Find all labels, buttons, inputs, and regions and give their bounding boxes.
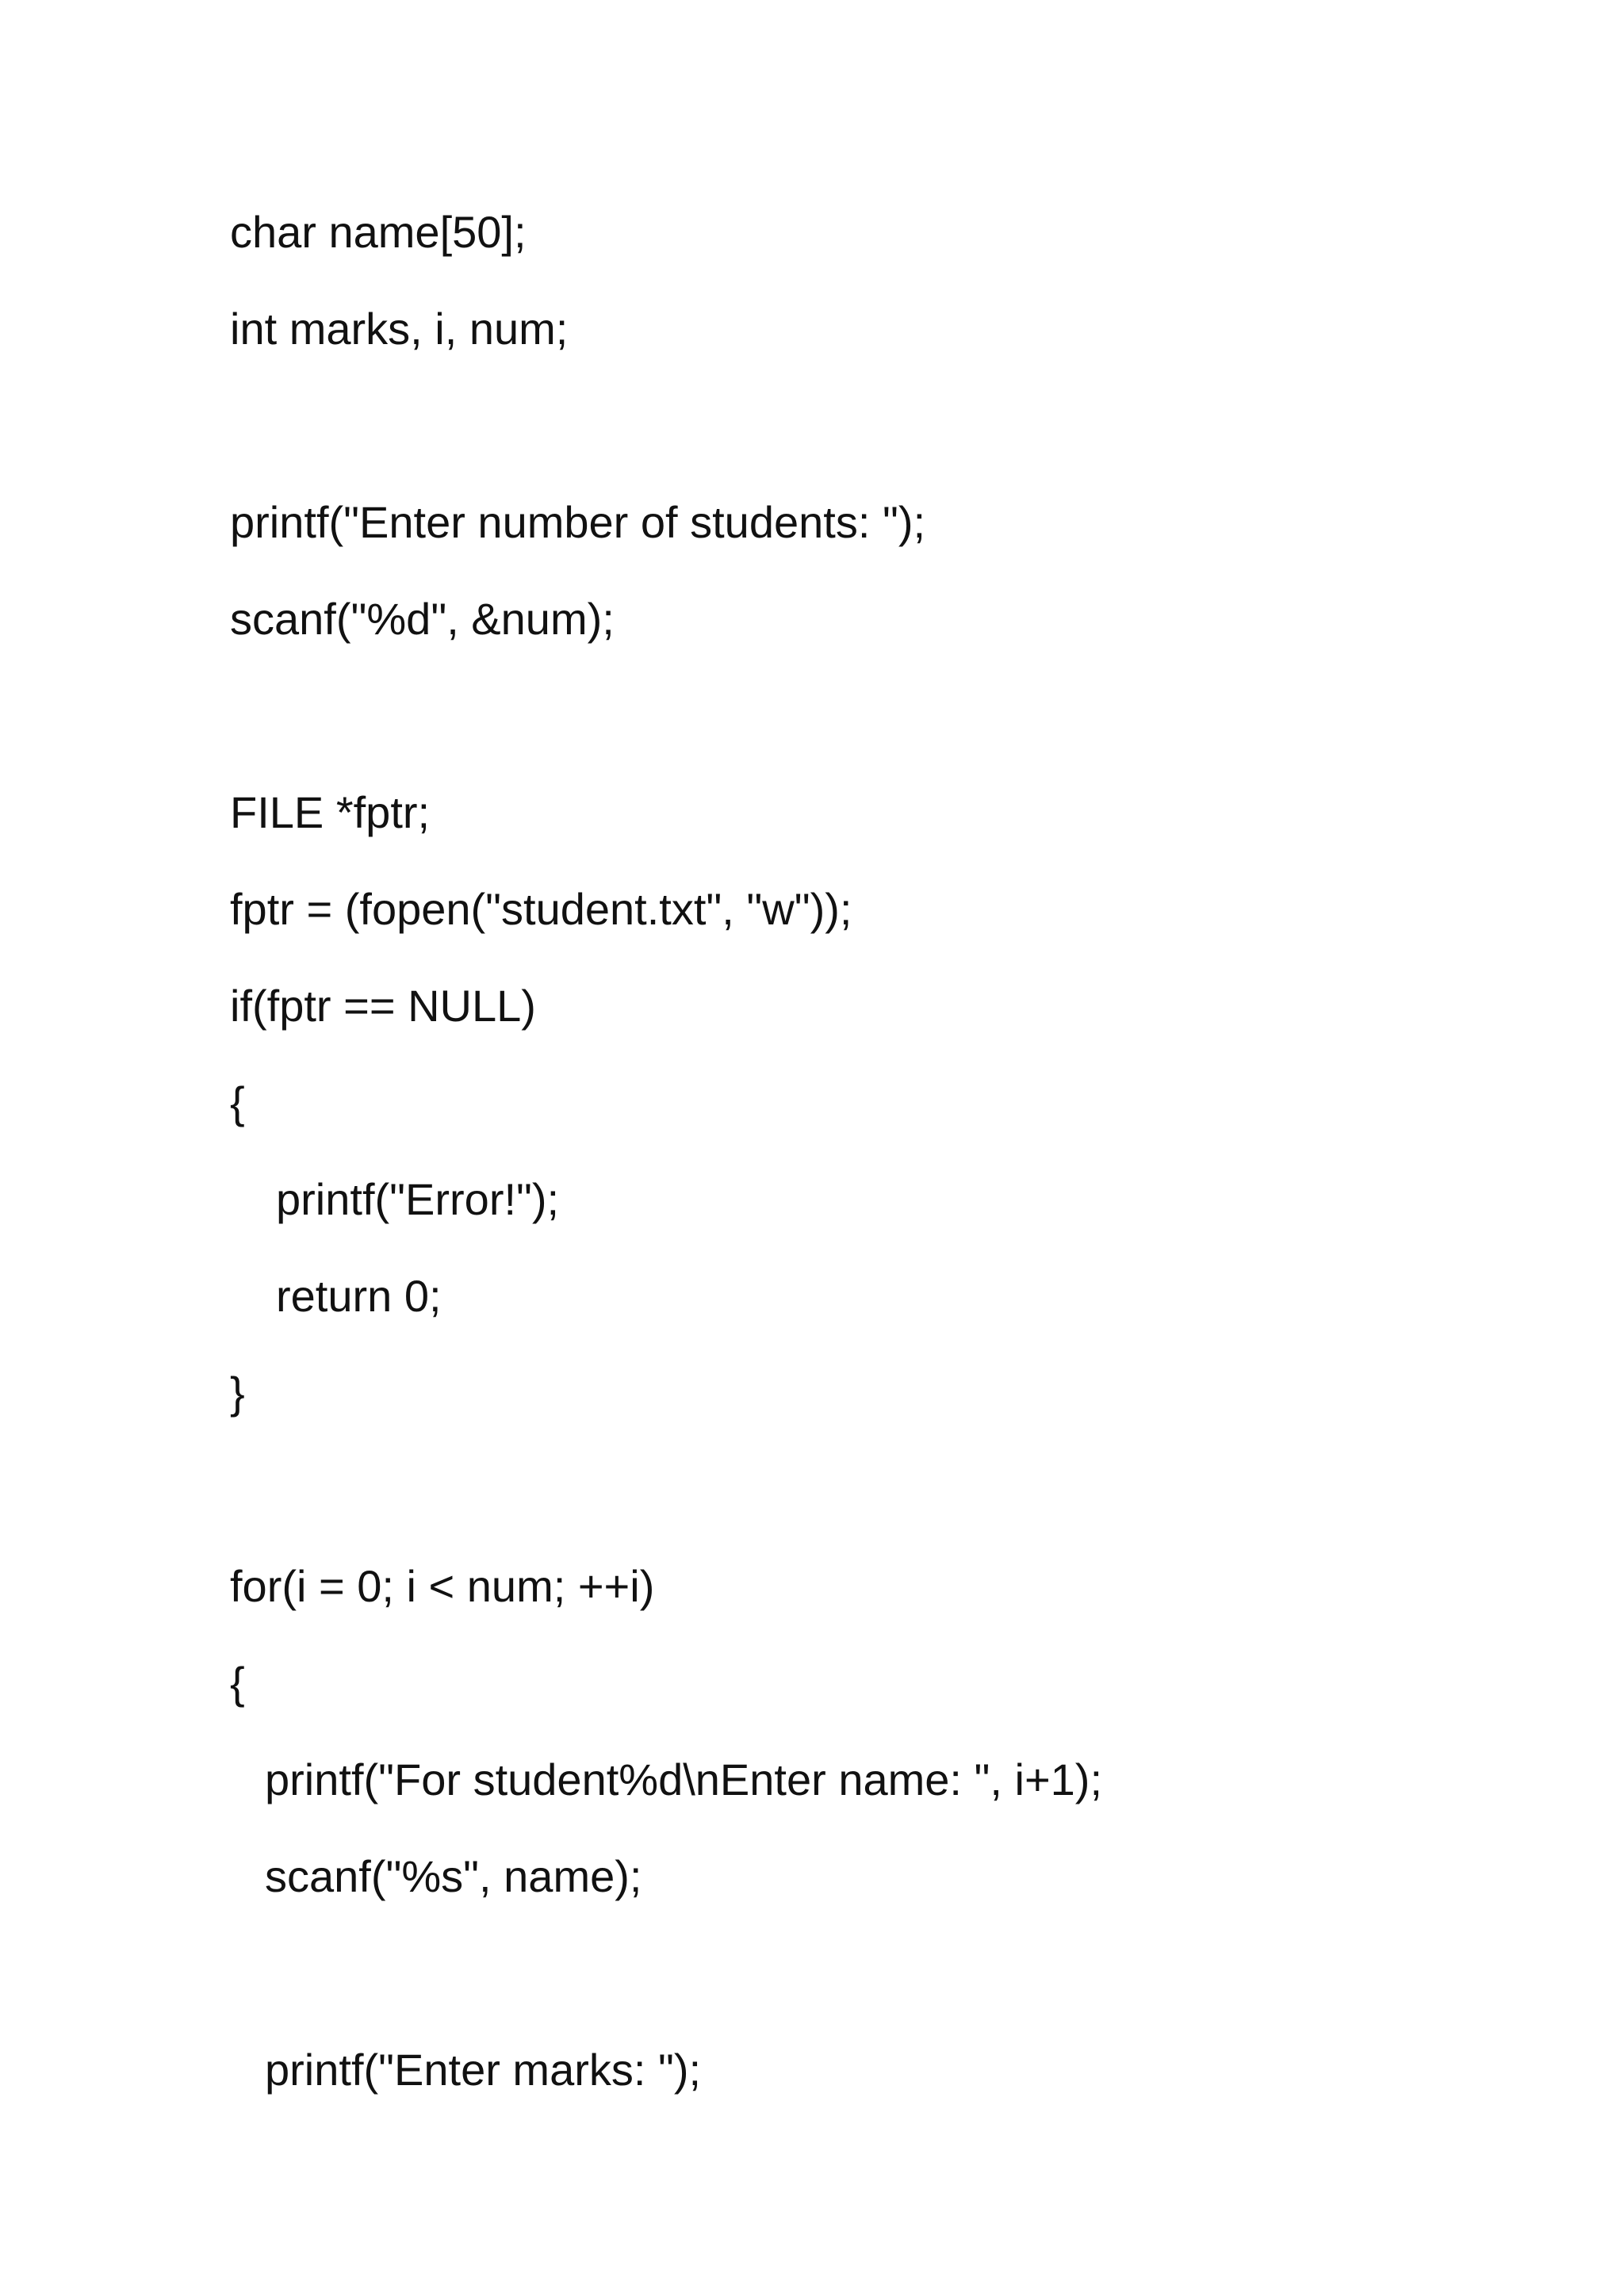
- code-line: scanf("%s", name);: [265, 1851, 642, 1901]
- code-line: {: [230, 1077, 245, 1127]
- code-line: char name[50];: [230, 207, 527, 257]
- code-line: int marks, i, num;: [230, 304, 569, 354]
- code-block: [230, 0, 1578, 2296]
- code-line: if(fptr == NULL): [230, 981, 536, 1031]
- code-line: return 0;: [276, 1271, 442, 1321]
- code-line: for(i = 0; i < num; ++i): [230, 1561, 655, 1611]
- code-line: printf("For student%d\nEnter name: ", i+1);: [265, 1755, 1103, 1804]
- code-line: printf("Enter marks: ");: [265, 2045, 702, 2095]
- code-line: }: [230, 1368, 245, 1418]
- code-line: {: [230, 1658, 245, 1708]
- code-line: scanf("%d", &num);: [230, 594, 615, 644]
- code-line: FILE *fptr;: [230, 787, 431, 837]
- code-line: printf("Error!");: [276, 1174, 560, 1224]
- code-line: printf("Enter number of students: ");: [230, 497, 926, 547]
- code-line: fptr = (fopen("student.txt", "w"));: [230, 884, 852, 934]
